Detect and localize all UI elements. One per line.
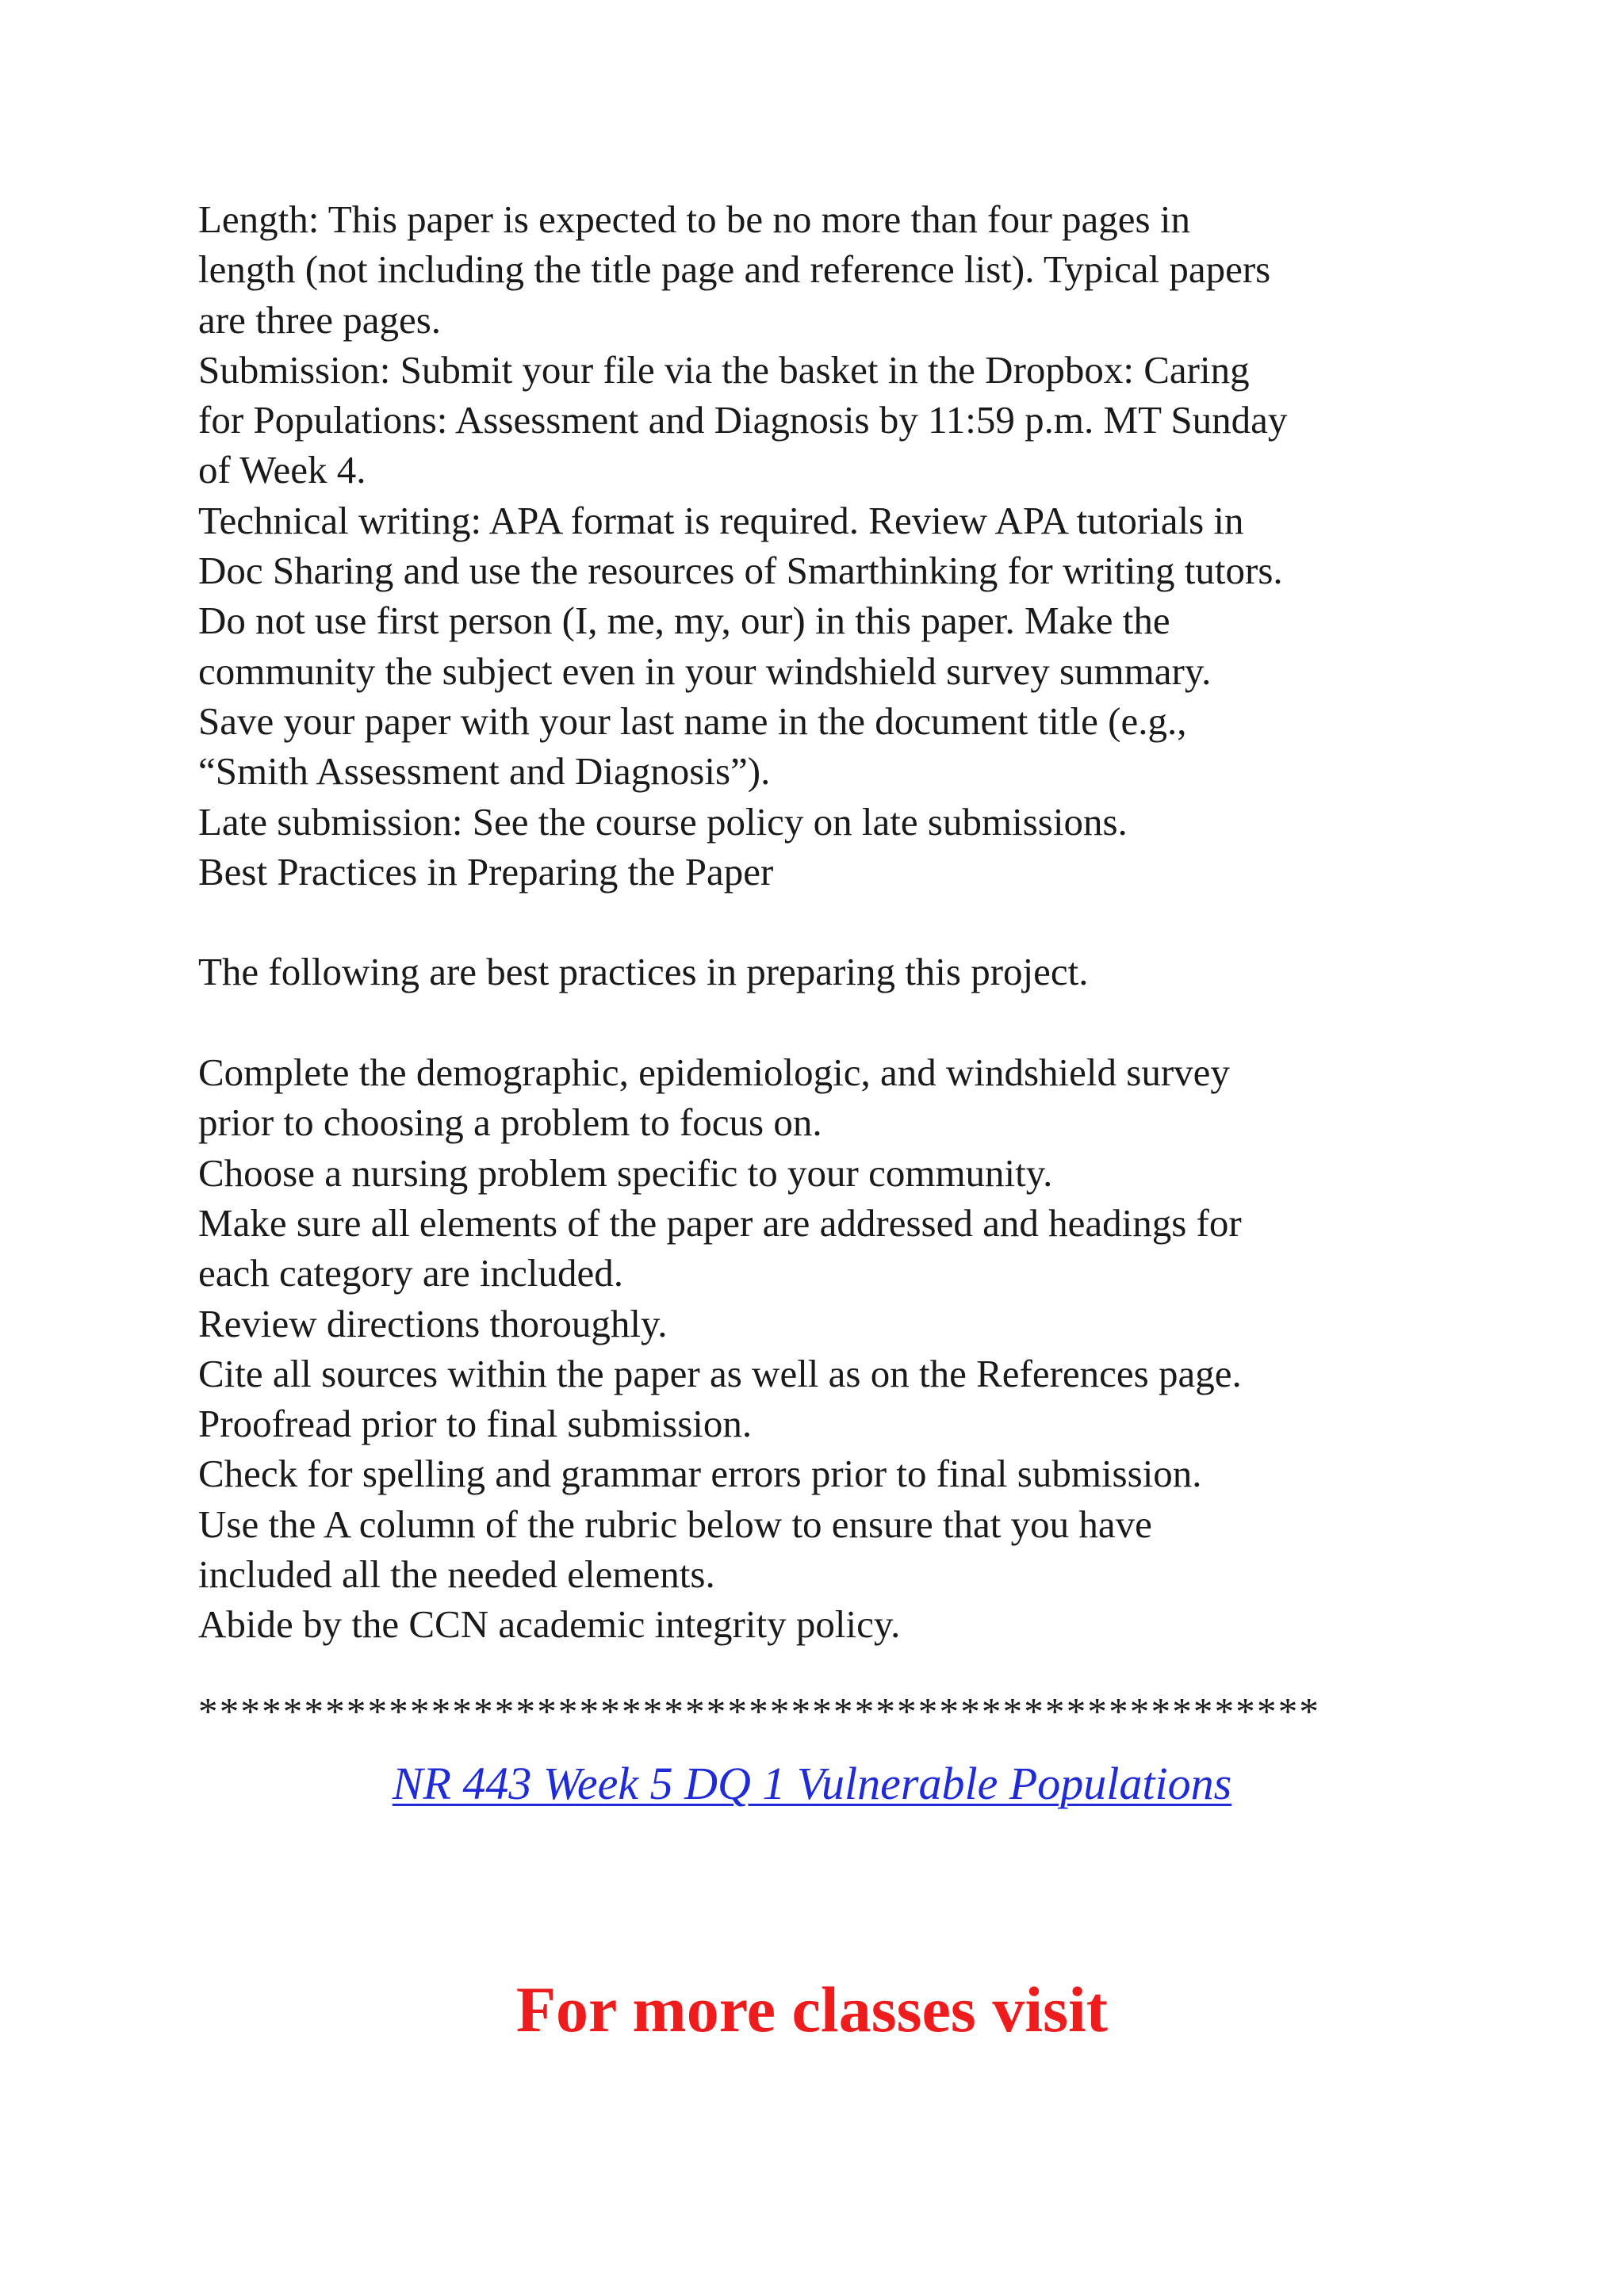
body-line-28: included all the needed elements. [198, 1552, 715, 1597]
section-heading: Best Practices in Preparing the Paper [198, 849, 774, 894]
promo-heading: For more classes visit [515, 1973, 1109, 2045]
body-line-26: Check for spelling and grammar errors prior to final submission. [198, 1452, 1202, 1496]
body-line-19: prior to choosing a problem to focus on. [198, 1100, 822, 1145]
body-line-16: The following are best practices in preparing this project. [198, 950, 1089, 994]
body-line-23: Review directions thoroughly. [198, 1301, 668, 1345]
body-line-11: Save your paper with your last name in the document title (e.g., [198, 698, 1187, 743]
body-line-2: length (not including the title page and reference list). Typical papers [198, 247, 1271, 292]
body-line-1: Length: This paper is expected to be no more than four pages in [198, 197, 1190, 241]
body-line-3: are three pages. [198, 297, 442, 342]
body-line-18: Complete the demographic, epidemiologic, and windshield survey [198, 1050, 1230, 1095]
body-line-4: Submission: Submit your file via the basket in the Dropbox: Caring [198, 347, 1250, 392]
body-line-24: Cite all sources within the paper as well as on the References page. [198, 1351, 1242, 1395]
body-line-22: each category are included. [198, 1251, 623, 1295]
body-line-10: community the subject even in your windshield survey summary. [198, 649, 1212, 693]
body-line-8: Doc Sharing and use the resources of Smarthinking for writing tutors. [198, 549, 1283, 593]
course-link[interactable]: NR 443 Week 5 DQ 1 Vulnerable Populations [392, 1758, 1232, 1809]
course-link-container [0, 1756, 1624, 1812]
asterisk-separator: ***************************************************** [198, 1689, 1321, 1733]
body-line-6: of Week 4. [198, 448, 366, 492]
body-line-21: Make sure all elements of the paper are addressed and headings for [198, 1200, 1242, 1245]
body-line-7: Technical writing: APA format is required. Review APA tutorials in [198, 498, 1244, 542]
body-line-29: Abide by the CCN academic integrity policy. [198, 1602, 901, 1647]
document-body [198, 194, 1435, 1650]
body-line-20: Choose a nursing problem specific to your community. [198, 1150, 1053, 1195]
body-line-9: Do not use first person (I, me, my, our) in this paper. Make the [198, 599, 1170, 643]
body-line-5: for Populations: Assessment and Diagnosis by 11:59 p.m. MT Sunday [198, 398, 1288, 442]
blank-line [198, 997, 1435, 1047]
body-line-27: Use the A column of the rubric below to ensure that you have [198, 1502, 1152, 1546]
blank-line [198, 897, 1435, 947]
body-line-12: “Smith Assessment and Diagnosis”). [198, 749, 771, 794]
body-line-25: Proofread prior to final submission. [198, 1402, 753, 1446]
body-line-13: Late submission: See the course policy on late submissions. [198, 799, 1128, 844]
